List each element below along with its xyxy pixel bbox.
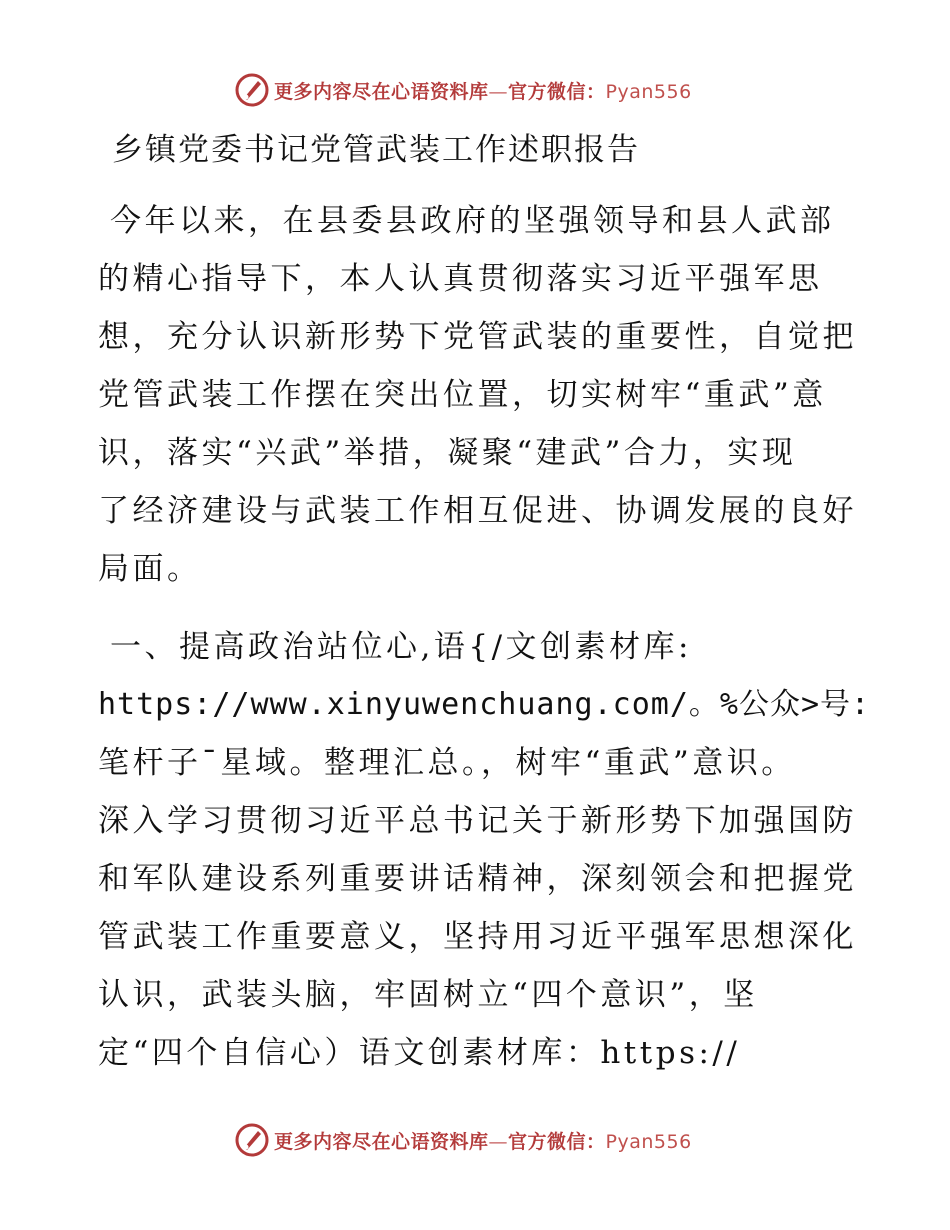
footer-watermark <box>234 1120 692 1160</box>
text-line: 和军队建设系列重要讲话精神，深刻领会和把握党 <box>98 861 857 897</box>
watermark-text <box>274 77 692 104</box>
text-line: 识，落实“兴武”举措，凝聚“建武”合力，实现 <box>98 435 797 471</box>
paragraph-section-one <box>98 618 871 1082</box>
document-title: 乡镇党委书记党管武装工作述职报告 <box>112 132 640 168</box>
watermark-brand: 更多内容尽在心语资料库 <box>274 80 489 103</box>
text-line: 深入学习贯彻习近平总书记关于新形势下加强国防 <box>98 803 857 839</box>
section-heading-line: 一、提高政治站位心,语{/文创素材库: <box>110 629 692 665</box>
quill-circle-logo-icon <box>234 72 270 108</box>
watermark-separator: — <box>488 1130 509 1153</box>
watermark-brand: 更多内容尽在心语资料库 <box>274 1130 489 1153</box>
watermark-wechat-label: 官方微信： <box>508 1130 606 1153</box>
text-line: 局面。 <box>98 551 202 587</box>
text-line: 今年以来，在县委县政府的坚强领导和县人武部 <box>110 203 835 239</box>
text-line: 的精心指导下，本人认真贯彻落实习近平强军思 <box>98 261 823 297</box>
text-line: 管武装工作重要意义，坚持用习近平强军思想深化 <box>98 919 857 955</box>
watermark-wechat-id: Pyan556 <box>605 80 692 103</box>
quill-circle-logo-icon <box>234 1122 270 1158</box>
text-line: 笔杆子¯星域。整理汇总。，树牢“重武”意识。 <box>98 745 796 781</box>
text-line: 党管武装工作摆在突出位置，切实树牢“重武”意 <box>98 377 827 413</box>
watermark-separator: — <box>488 80 509 103</box>
text-line-url: https://www.xinyuwenchuang.com/。%公众>号: <box>98 687 871 722</box>
text-line: 想，充分认识新形势下党管武装的重要性，自觉把 <box>98 319 857 355</box>
text-line: 定“四个自信心）语文创素材库：https:// <box>98 1035 741 1071</box>
header-watermark <box>234 70 692 110</box>
text-line: 认识，武装头脑，牢固树立“四个意识”，坚 <box>98 977 758 1013</box>
watermark-text <box>274 1127 692 1154</box>
paragraph-intro <box>98 192 858 598</box>
text-line: 了经济建设与武装工作相互促进、协调发展的良好 <box>98 493 857 529</box>
watermark-wechat-id: Pyan556 <box>605 1130 692 1153</box>
watermark-wechat-label: 官方微信： <box>508 80 606 103</box>
